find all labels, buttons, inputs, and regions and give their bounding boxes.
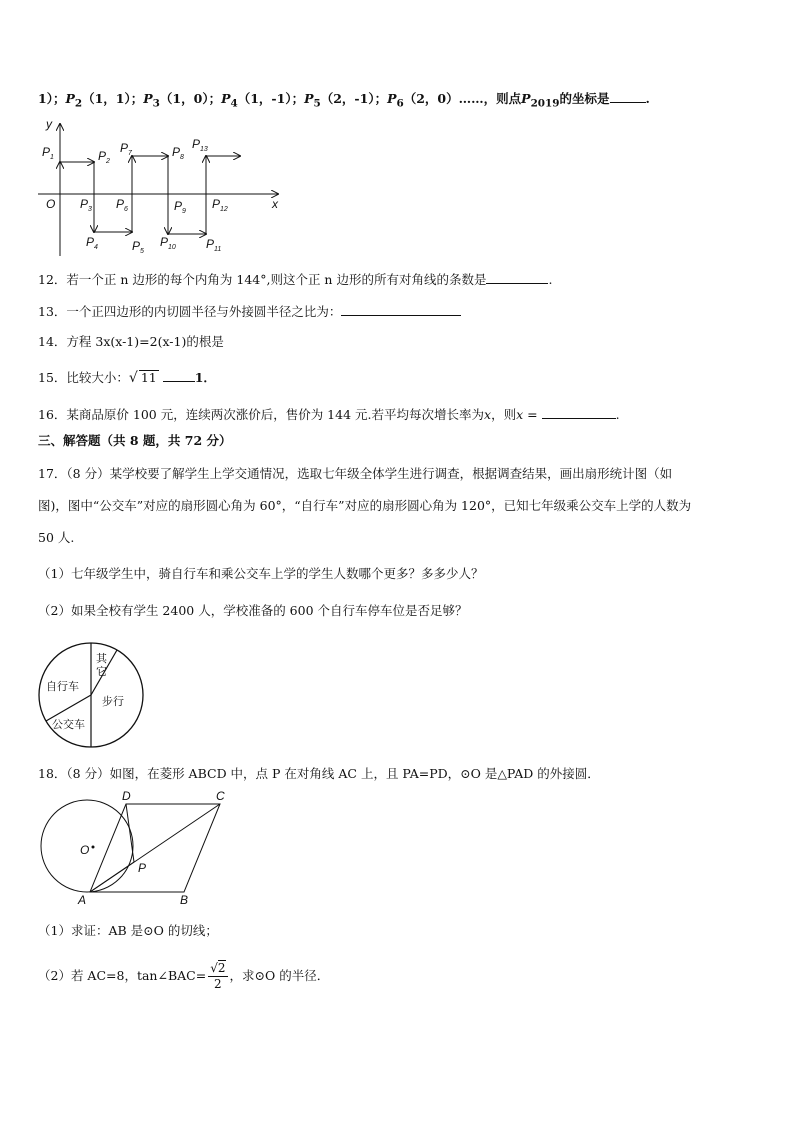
label-p10: $P_{10}$ — [160, 235, 176, 251]
section-heading: 三、解答题（共 8 题，共 72 分） — [38, 433, 232, 448]
pie-chart — [36, 640, 146, 750]
q18-figure — [40, 790, 240, 910]
label-p: P — [138, 861, 147, 875]
x-label: x — [272, 197, 278, 211]
center-o-dot — [92, 846, 95, 849]
q11-line: 1）；$P_2(1$，1）；$P_3(1$，0）；$P_4(1$，-1）；$P_5(2$，-1）；$P_6(2$，0）……，则点$P_{2019}$的坐标是 . — [38, 91, 650, 110]
q17-line3: 50 人. — [38, 530, 75, 545]
svg-text:O — [46, 197, 55, 211]
q17-sub1: （1）七年级学生中，骑自行车和乘公交车上学的学生人数哪个更多？多多少人？ — [38, 566, 484, 581]
answer-blank — [610, 90, 646, 103]
pie-label-bus: 公交车 — [52, 719, 85, 731]
label-p12: $P_{12}$ — [212, 197, 228, 213]
question-15: 15．比较大小：√ 11 1． — [38, 370, 216, 386]
pie-label-walk: 步行 — [102, 696, 124, 708]
q17-line2: 图)，图中“公交车”对应的扇形圆心角为 60°，“自行车”对应的扇形圆心角为 120°，已知七年级乘公交车上学的人数为 — [38, 498, 692, 513]
q17-line1: 17．（8 分）某学校要了解学生上学交通情况，选取七年级全体学生进行调查，根据调查结果，画出扇形统计图（如 — [38, 466, 673, 481]
label-p2: $P_2$ — [98, 149, 110, 165]
q11-figure — [34, 116, 294, 262]
segment-dp — [126, 804, 134, 862]
answer-blank — [341, 303, 461, 316]
svg-text:y — [45, 117, 53, 131]
label-p8: $P_8$ — [172, 145, 184, 161]
label-d: D — [122, 790, 131, 803]
question-13: 13．一个正四边形的内切圆半径与外接圆半径之比为： — [38, 303, 461, 320]
label-p6: $P_6$ — [116, 197, 128, 213]
label-p4: $P_4$ — [86, 235, 98, 251]
label-p11: $P_{11}$ — [206, 237, 222, 253]
origin-label: O — [46, 197, 56, 211]
q18-line1: 18．（8 分）如图，在菱形 ABCD 中，点 P 在对角线 AC 上，且 PA=PD，⊙O 是△PAD 的外接圆． — [38, 766, 600, 781]
sqrt-radicand: 11 — [140, 370, 157, 385]
fraction-sqrt2-over-2: $\frac{√2}{2}$ — [210, 961, 226, 991]
answer-blank — [486, 271, 548, 284]
pie-label-other-1: 其 — [96, 653, 107, 665]
answer-blank — [163, 369, 195, 382]
q17-sub2: （2）如果全校有学生 2400 人，学校准备的 600 个自行车停车位是否足够？ — [38, 603, 468, 618]
q18-sub2: （2）若 AC=8，tan∠BAC= $\frac{√2}{2}$ ，求⊙O 的半径． — [38, 961, 330, 991]
label-a: A — [78, 893, 87, 907]
label-p7: $P_7$ — [120, 141, 132, 157]
label-p3: $P_3$ — [80, 197, 92, 213]
question-12: 12．若一个正 n 边形的每个内角为 144°,则这个正 n 边形的所有对角线的条数是 . — [38, 272, 553, 287]
label-b: B — [180, 893, 189, 907]
label-p5: $P_5$ — [132, 239, 144, 255]
label-p1: $P_1$ — [42, 145, 54, 161]
question-14: 14．方程 3x(x-1)=2(x-1)的根是 — [38, 334, 224, 349]
label-p13: $P_{13}$ — [192, 137, 208, 153]
label-c: C — [216, 790, 225, 803]
y-label: y — [46, 117, 52, 131]
label-p9: $P_9$ — [174, 199, 186, 215]
pie-label-bike: 自行车 — [46, 681, 79, 693]
answer-blank — [542, 406, 616, 419]
pie-label-other-2: 它 — [96, 666, 107, 678]
question-16: 16．某商品原价 100 元，连续两次涨价后，售价为 144 元.若平均每次增长率为x，则x = . — [38, 407, 620, 422]
svg-text:x — [271, 197, 279, 211]
q18-sub1: （1）求证：AB 是⊙O 的切线； — [38, 923, 218, 938]
label-o: O — [80, 843, 90, 857]
